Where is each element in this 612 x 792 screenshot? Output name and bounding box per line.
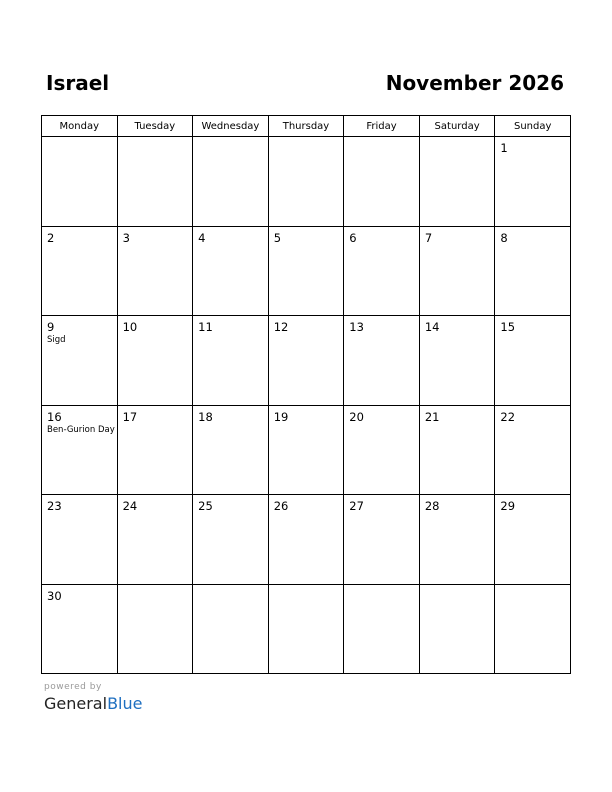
day-number: 6 [349,230,357,245]
day-number: 26 [273,499,289,513]
week-row [42,405,571,495]
day-cell [495,584,571,674]
weekday-header: Sunday [495,116,571,137]
day-cell [42,584,118,674]
week-row [42,137,571,227]
day-number: 24 [122,499,138,513]
day-cell [42,137,118,227]
weekday-header-row [42,116,571,137]
day-cell [495,137,571,227]
day-cell [268,495,344,585]
day-cell [193,137,269,227]
week-row [42,495,571,585]
day-number: 27 [349,499,364,513]
day-cell [419,226,495,316]
day-cell [268,137,344,227]
day-number: 18 [198,409,213,424]
day-cell [419,137,495,227]
day-number: 16 [47,409,62,424]
day-cell [419,316,495,406]
brand-name-part1: General [44,694,108,713]
weekday-header: Monday [42,116,118,137]
day-cell [193,405,269,495]
day-cell [344,226,420,316]
holiday-label: Sigd [47,335,66,345]
day-number: 8 [500,230,508,245]
day-cell [419,405,495,495]
day-cell [268,316,344,406]
country-title: Israel [46,71,110,95]
day-cell [419,495,495,585]
day-cell [42,495,118,585]
day-cell [344,316,420,406]
day-cell [268,405,344,495]
day-cell [117,405,193,495]
weekday-header: Thursday [268,116,344,137]
day-number: 4 [198,230,206,245]
day-cell [193,316,269,406]
day-number: 13 [349,320,364,334]
day-cell [495,226,571,316]
day-number: 1 [500,141,508,155]
day-cell [268,226,344,316]
day-number: 28 [424,499,440,513]
weekday-header: Tuesday [117,116,193,137]
brand-name-part2: Blue [107,694,143,713]
day-cell [117,584,193,674]
day-cell [193,226,269,316]
day-cell [117,226,193,316]
month-year-title: November 2026 [385,71,564,95]
day-number: 14 [424,320,440,334]
day-number: 20 [349,409,364,424]
day-number: 17 [122,409,138,424]
day-cell [495,316,571,406]
day-cell [117,316,193,406]
day-cell [344,495,420,585]
day-number: 12 [273,320,289,334]
day-cell [42,405,118,495]
day-cell [117,495,193,585]
day-cell [495,495,571,585]
week-row [42,226,571,316]
day-cell [42,316,118,406]
holiday-label: Ben-Gurion Day [47,424,115,435]
day-cell [344,137,420,227]
footer-branding [44,682,142,714]
powered-by-text: powered by [44,682,102,692]
day-cell [193,495,269,585]
day-number: 2 [47,230,55,245]
brand-logo [44,694,142,714]
day-number: 19 [273,409,289,424]
day-cell [42,226,118,316]
day-cell [344,584,420,674]
day-cell [344,405,420,495]
day-number: 7 [424,230,433,245]
weekday-header: Saturday [419,116,495,137]
day-cell [495,405,571,495]
day-cell [117,137,193,227]
day-number: 5 [273,230,282,245]
day-number: 30 [47,588,62,603]
day-cell [419,584,495,674]
calendar-grid [41,115,571,674]
day-number: 25 [198,499,213,513]
day-number: 9 [47,320,55,334]
day-number: 29 [500,499,516,513]
day-number: 11 [198,320,213,334]
weekday-header: Friday [344,116,420,137]
day-cell [268,584,344,674]
week-row [42,316,571,406]
day-number: 10 [122,320,138,334]
day-number: 15 [500,320,516,334]
day-number: 21 [424,409,440,424]
weekday-header: Wednesday [193,116,269,137]
day-number: 23 [47,499,62,513]
week-row [42,584,571,674]
day-cell [193,584,269,674]
day-number: 22 [500,409,516,424]
day-number: 3 [122,230,130,245]
